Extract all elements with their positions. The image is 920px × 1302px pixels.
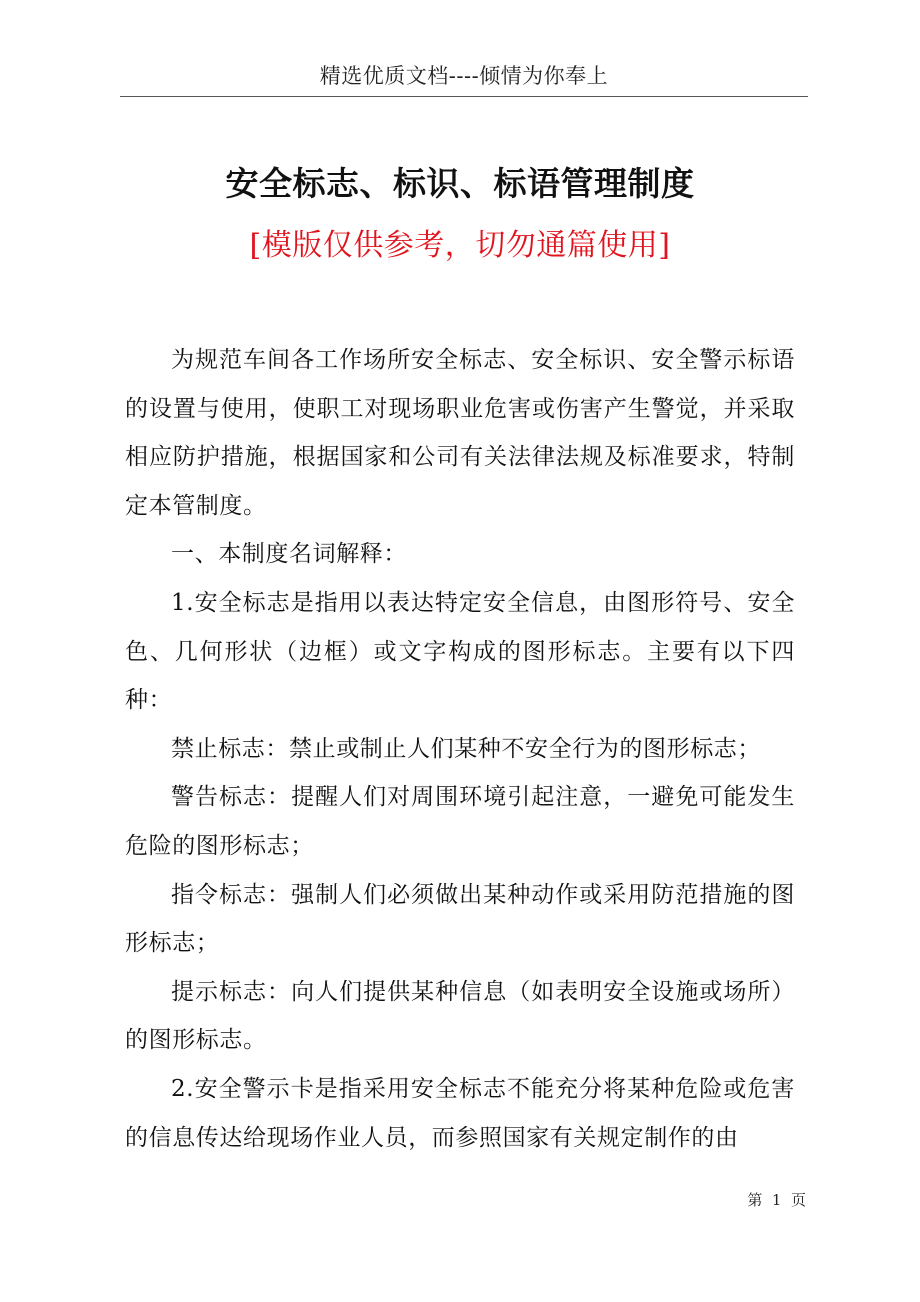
page-header: 精选优质文档----倾情为你奉上 [319,64,609,88]
paragraph-section-heading: 一、本制度名词解释： [171,541,407,568]
paragraph-intro: 为规范车间各工作场所安全标志、安全标识、安全警示标语的设置与使用，使职工对现场职业危害或伤害产生警觉，并采取相应防护措施，根据国家和公司有关法律法规及标准要求，特制定本管制度。 [125,347,795,519]
page-number: 第 1 页 [747,1191,806,1209]
document-body [125,336,795,1162]
header-divider [120,96,808,97]
document-title: 安全标志、标识、标语管理制度 [225,164,695,203]
paragraph-information-sign: 提示标志：向人们提供某种信息（如表明安全设施或场所）的图形标志。 [125,978,795,1054]
paragraph-warning-card: 2.安全警示卡是指采用安全标志不能充分将某种危险或危害的信息传达给现场作业人员，而参照国家有关规定制作的由 [125,1075,795,1151]
paragraph-prohibition-sign: 禁止标志：禁止或制止人们某种不安全行为的图形标志； [171,735,761,762]
paragraph-safety-sign-definition: 1.安全标志是指用以表达特定安全信息，由图形符号、安全色、几何形状（边框）或文字构成的图形标志。主要有以下四种： [125,589,795,714]
document-subtitle: [模版仅供参考，切勿通篇使用] [249,228,671,263]
paragraph-warning-sign: 警告标志：提醒人们对周围环境引起注意，一避免可能发生危险的图形标志； [125,784,795,859]
paragraph-mandatory-sign: 指令标志：强制人们必须做出某种动作或采用防范措施的图形标志； [125,881,795,957]
